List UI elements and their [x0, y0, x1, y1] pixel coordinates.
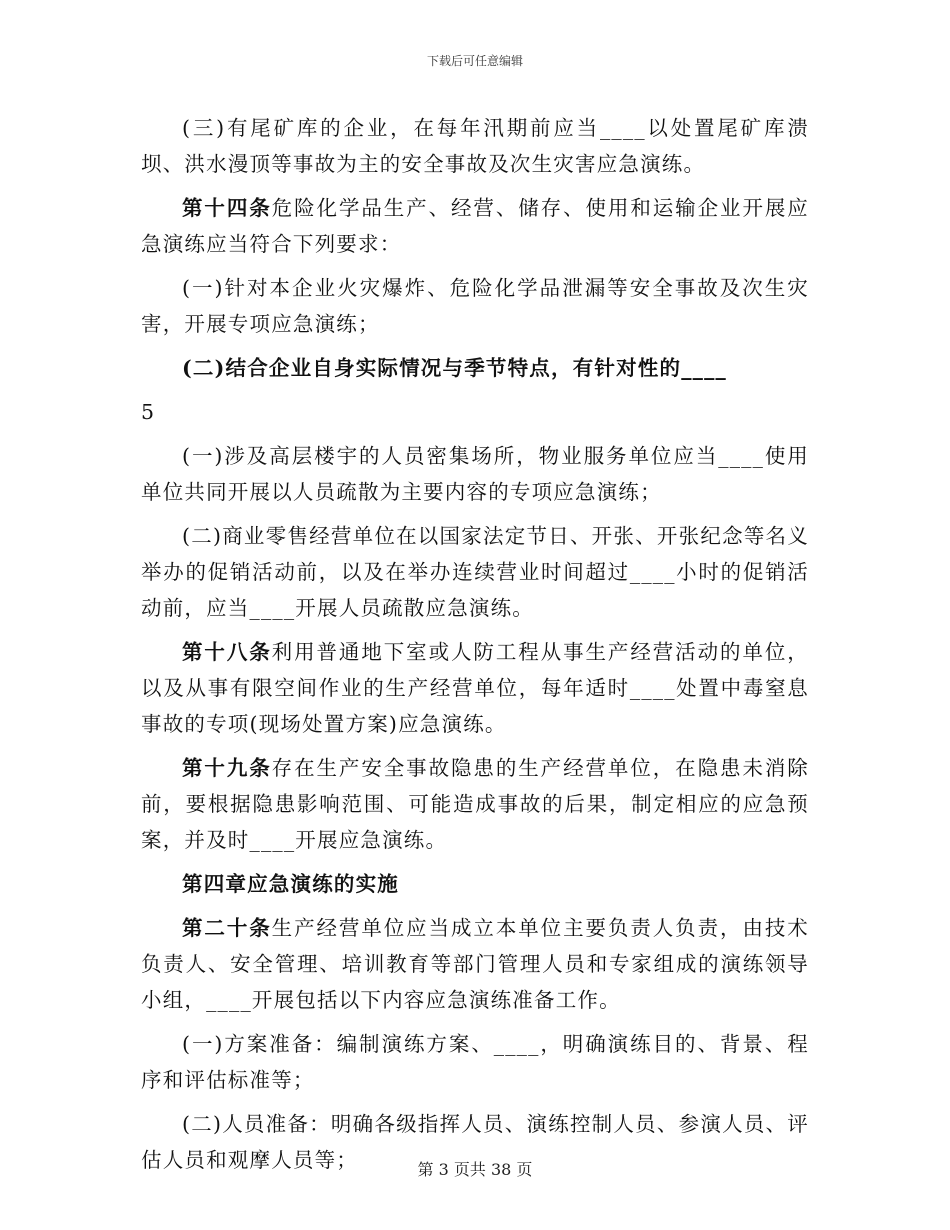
paragraph-text: (一)涉及高层楼宇的人员密集场所，物业服务单位应当____使用单位共同开展以人员疏散为主要内容的专项应急演练； — [141, 444, 809, 504]
article-heading: 第十四条 — [182, 196, 272, 220]
paragraph — [141, 866, 809, 902]
paragraph-text: (一)针对本企业火灾爆炸、危险化学品泄漏等安全事故及次生灾害，开展专项应急演练； — [141, 276, 809, 336]
paragraph-text: 利用普通地下室或人防工程从事生产经营活动的单位，以及从事有限空间作业的生产经营单位，每年适时____处置中毒窒息事故的专项(现场处置方案)应急演练。 — [141, 640, 809, 736]
paragraph — [141, 110, 809, 182]
paragraph — [141, 910, 809, 1018]
paragraph-text: 5 — [141, 400, 156, 424]
paragraph — [141, 1026, 809, 1098]
page-header: 下载后可任意编辑 — [426, 54, 523, 68]
paragraph — [141, 750, 809, 858]
article-heading: (二)结合企业自身实际情况与季节特点，有针对性的____ — [182, 356, 727, 380]
paragraph-text: 危险化学品生产、经营、储存、使用和运输企业开展应急演练应当符合下列要求： — [141, 196, 809, 256]
paragraph — [141, 190, 809, 262]
article-heading: 第十八条 — [182, 640, 272, 664]
paragraph — [141, 634, 809, 742]
paragraph — [141, 270, 809, 342]
paragraph-text: (二)商业零售经营单位在以国家法定节日、开张、开张纪念等名义举办的促销活动前，以及在举办连续营业时间超过____小时的促销活动前，应当____开展人员疏散应急演练。 — [141, 524, 809, 620]
paragraph-text: 存在生产安全事故隐患的生产经营单位，在隐患未消除前，要根据隐患影响范围、可能造成事故的后果，制定相应的应急预案，并及时____开展应急演练。 — [141, 756, 809, 852]
paragraph-text: (二)人员准备：明确各级指挥人员、演练控制人员、参演人员、评估人员和观摩人员等； — [141, 1112, 809, 1172]
article-heading: 第二十条 — [182, 916, 272, 940]
paragraph-text: (一)方案准备：编制演练方案、____，明确演练目的、背景、程序和评估标准等； — [141, 1032, 809, 1092]
paragraph — [141, 438, 809, 510]
paragraph-text: (三)有尾矿库的企业，在每年汛期前应当____以处置尾矿库溃坝、洪水漫顶等事故为主的安全事故及次生灾害应急演练。 — [141, 116, 809, 176]
paragraph — [141, 518, 809, 626]
document-body — [141, 110, 809, 1186]
article-heading: 第四章应急演练的实施 — [182, 872, 399, 896]
paragraph — [141, 394, 809, 430]
paragraph — [141, 350, 809, 386]
article-heading: 第十九条 — [182, 756, 272, 780]
page-footer: 第 3 页共 38 页 — [417, 1160, 533, 1179]
paragraph-text: 生产经营单位应当成立本单位主要负责人负责，由技术负责人、安全管理、培训教育等部门管理人员和专家组成的演练领导小组，____开展包括以下内容应急演练准备工作。 — [141, 916, 809, 1012]
